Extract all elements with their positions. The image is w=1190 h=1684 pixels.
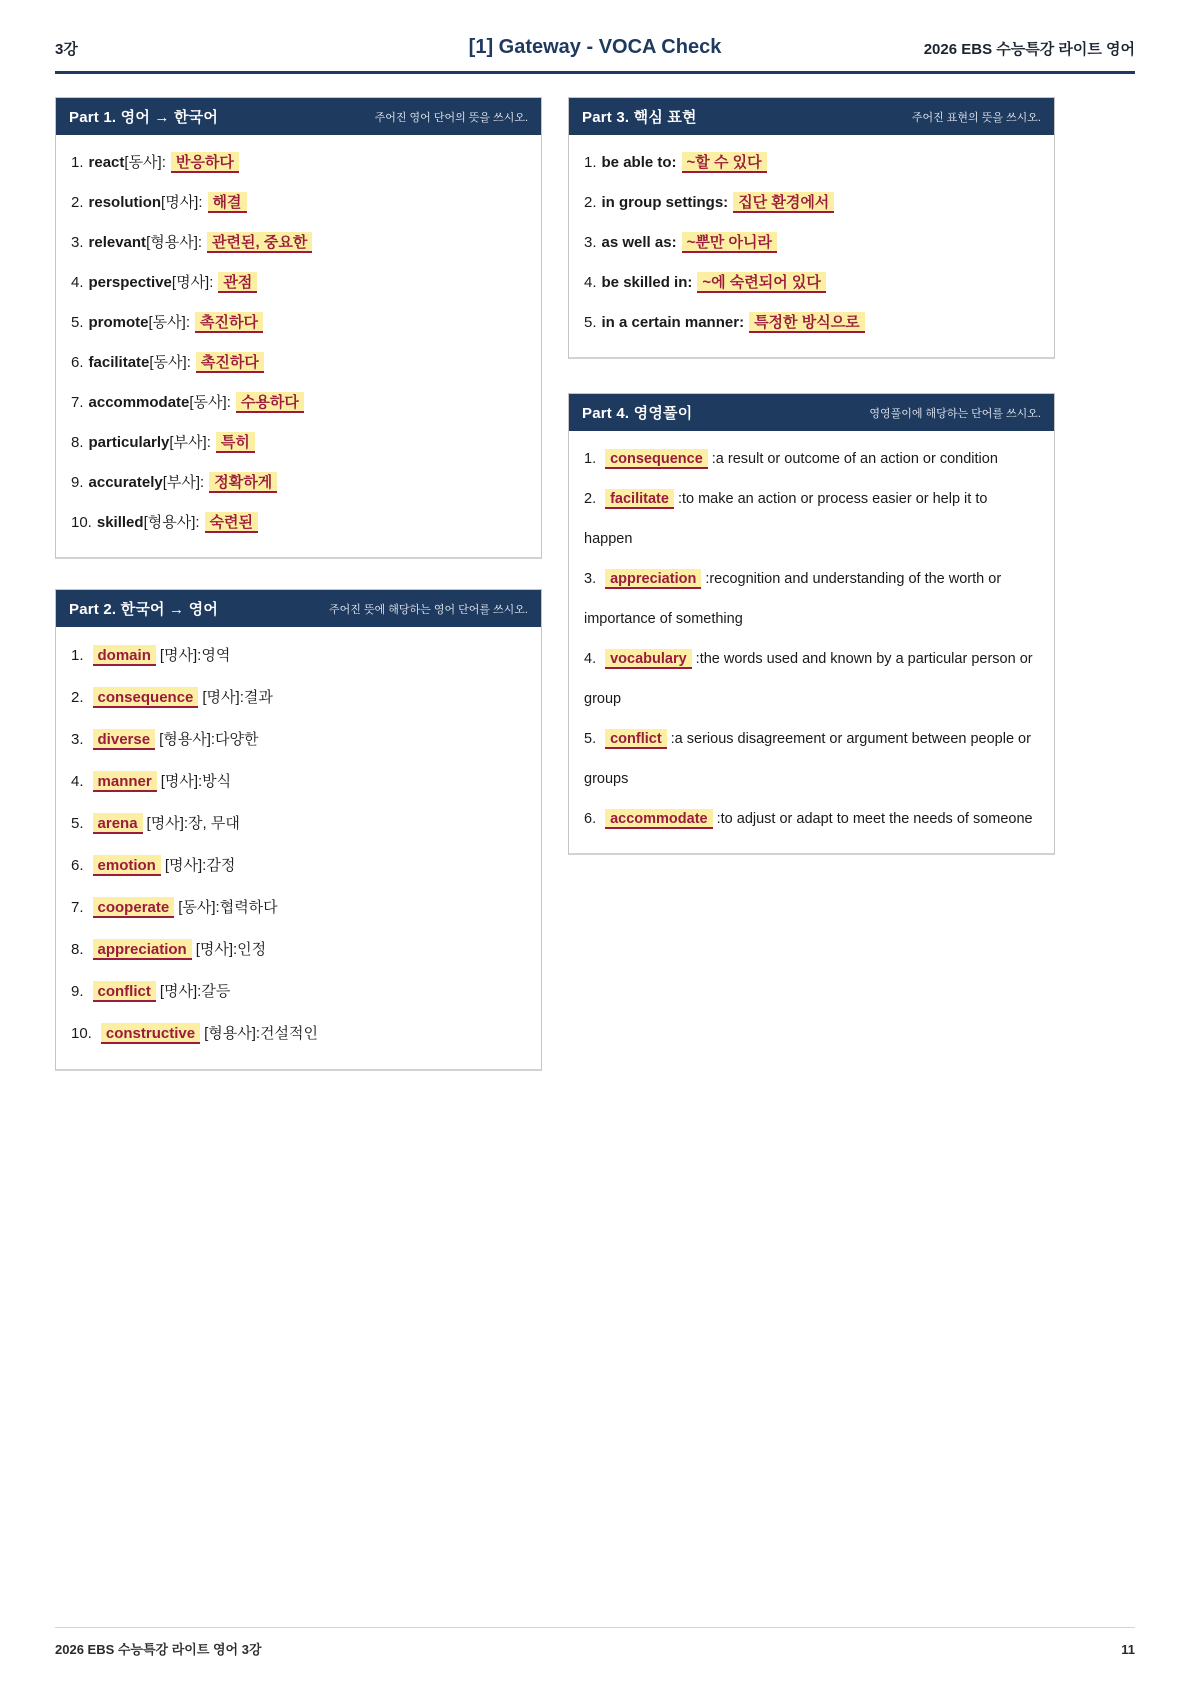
book-title: 2026 EBS 수능특강 라이트 영어: [923, 41, 1135, 58]
vocab-item: [71, 223, 526, 263]
english-definition: :to make an action or process easier or help it to happen: [584, 491, 988, 547]
korean-meaning: [명사]:인정: [195, 941, 267, 958]
vocab-item: [71, 383, 526, 423]
part-of-speech-label: [동사]:: [124, 154, 166, 171]
english-term: relevant: [88, 234, 147, 251]
answer-highlight: conflict: [93, 981, 156, 1002]
vocab-item: [71, 303, 526, 343]
vocab-item: [71, 143, 526, 183]
footer-book-title: 2026 EBS 수능특강 라이트 영어 3강: [55, 1642, 262, 1657]
vocab-item: [71, 845, 526, 887]
item-number: 6.: [71, 354, 84, 371]
answer-highlight: consequence: [93, 687, 199, 708]
vocab-item: [71, 503, 526, 543]
english-definition: :a result or outcome of an action or condition: [711, 451, 998, 467]
answer-highlight: diverse: [93, 729, 156, 750]
item-number: 3.: [584, 571, 597, 587]
korean-meaning: [형용사]:다양한: [159, 731, 259, 748]
vocab-item: [584, 639, 1039, 719]
part-of-speech-label: [동사]:: [148, 314, 190, 331]
left-column: [55, 97, 542, 1071]
item-number: 4.: [584, 651, 597, 667]
expression-term: in a certain manner:: [601, 314, 745, 331]
item-number: 5.: [71, 815, 84, 832]
right-column: [568, 97, 1055, 855]
part-3-items: [569, 135, 1054, 357]
item-number: 3.: [584, 234, 597, 251]
expression-term: in group settings:: [601, 194, 729, 211]
vocab-item: [71, 423, 526, 463]
answer-highlight: ~에 숙련되어 있다: [697, 272, 826, 293]
english-term: skilled: [96, 514, 144, 531]
vocab-item: [71, 761, 526, 803]
part-3-title: Part 3. 핵심 표현: [582, 109, 697, 126]
vocab-item: [71, 1013, 526, 1055]
part-2-box: [55, 589, 542, 1071]
item-number: 3.: [71, 234, 84, 251]
vocab-item: [71, 343, 526, 383]
korean-meaning: [명사]:감정: [164, 857, 236, 874]
vocab-item: [71, 463, 526, 503]
page-footer: [55, 1627, 1135, 1658]
part-4-header: [569, 394, 1054, 431]
korean-meaning: [명사]:결과: [202, 689, 273, 706]
vocab-item: [584, 223, 1039, 263]
part-1-box: [55, 97, 542, 559]
vocab-item: [584, 183, 1039, 223]
vocab-item: [584, 719, 1039, 799]
english-definition: :a serious disagreement or argument between people or groups: [584, 731, 1031, 787]
part-of-speech-label: [부사]:: [169, 434, 211, 451]
part-1-items: [56, 135, 541, 557]
vocab-item: [71, 929, 526, 971]
answer-highlight: facilitate: [605, 489, 674, 509]
english-term: resolution: [88, 194, 162, 211]
vocab-item: [71, 263, 526, 303]
answer-highlight: 촉진하다: [196, 352, 264, 373]
korean-meaning: [동사]:협력하다: [178, 899, 278, 916]
answer-highlight: appreciation: [605, 569, 701, 589]
item-number: 10.: [71, 514, 92, 531]
answer-highlight: 관점: [218, 272, 257, 293]
answer-highlight: domain: [93, 645, 156, 666]
korean-meaning: [형용사]:건설적인: [204, 1025, 318, 1042]
korean-meaning: [명사]:방식: [160, 773, 232, 790]
vocab-item: [584, 479, 1039, 559]
vocab-item: [71, 719, 526, 761]
vocab-item: [71, 635, 526, 677]
answer-highlight: 반응하다: [171, 152, 239, 173]
korean-meaning: [명사]:갈등: [159, 983, 231, 1000]
english-term: accommodate: [88, 394, 190, 411]
answer-highlight: arena: [93, 813, 143, 834]
part-1-header: [56, 98, 541, 135]
vocab-item: [71, 183, 526, 223]
part-2-title: Part 2. 한국어 → 영어: [69, 601, 219, 618]
expression-term: as well as:: [601, 234, 677, 251]
lesson-number: 3강: [55, 41, 78, 58]
item-number: 1.: [584, 154, 597, 171]
answer-highlight: vocabulary: [605, 649, 692, 669]
answer-highlight: accommodate: [605, 809, 713, 829]
vocab-item: [71, 803, 526, 845]
english-definition: :the words used and known by a particular person or group: [584, 651, 1033, 707]
english-term: promote: [88, 314, 149, 331]
answer-highlight: ~할 수 있다: [682, 152, 767, 173]
item-number: 1.: [584, 451, 597, 467]
item-number: 8.: [71, 434, 84, 451]
item-number: 1.: [71, 154, 84, 171]
part-4-items: [569, 431, 1054, 853]
answer-highlight: emotion: [93, 855, 161, 876]
part-4-instruction: 영영풀이에 해당하는 단어를 쓰시오.: [869, 407, 1041, 420]
vocab-item: [71, 887, 526, 929]
part-1-title: Part 1. 영어 → 한국어: [69, 109, 219, 126]
answer-highlight: ~뿐만 아니라: [682, 232, 777, 253]
worksheet-body: [55, 97, 1135, 1071]
item-number: 5.: [584, 731, 597, 747]
part-2-instruction: 주어진 뜻에 해당하는 영어 단어를 쓰시오.: [329, 603, 528, 616]
item-number: 2.: [71, 194, 84, 211]
part-2-items: [56, 627, 541, 1069]
expression-term: be skilled in:: [601, 274, 693, 291]
part-of-speech-label: [명사]:: [171, 274, 214, 291]
answer-highlight: 해결: [208, 192, 247, 213]
part-4-box: [568, 393, 1055, 855]
item-number: 3.: [71, 731, 84, 748]
answer-highlight: cooperate: [93, 897, 175, 918]
vocab-item: [584, 559, 1039, 639]
item-number: 10.: [71, 1025, 92, 1042]
part-4-title: Part 4. 영영풀이: [582, 405, 693, 422]
item-number: 1.: [71, 647, 84, 664]
part-of-speech-label: [동사]:: [189, 394, 231, 411]
answer-highlight: 촉진하다: [195, 312, 263, 333]
item-number: 4.: [584, 274, 597, 291]
item-number: 7.: [71, 899, 84, 916]
item-number: 8.: [71, 941, 84, 958]
english-term: perspective: [88, 274, 172, 291]
answer-highlight: constructive: [101, 1023, 200, 1044]
answer-highlight: 특정한 방식으로: [749, 312, 865, 333]
part-of-speech-label: [부사]:: [162, 474, 205, 491]
english-term: facilitate: [88, 354, 150, 371]
part-of-speech-label: [동사]:: [149, 354, 191, 371]
item-number: 6.: [71, 857, 84, 874]
korean-meaning: [명사]:영역: [159, 647, 231, 664]
english-term: accurately: [88, 474, 163, 491]
column-gap: [568, 359, 1055, 393]
english-definition: :recognition and understanding of the worth or importance of something: [584, 571, 1002, 627]
item-number: 5.: [584, 314, 597, 331]
answer-highlight: conflict: [605, 729, 667, 749]
expression-term: be able to:: [601, 154, 677, 171]
vocab-item: [584, 439, 1039, 479]
column-gap: [55, 559, 542, 589]
item-number: 4.: [71, 773, 84, 790]
item-number: 4.: [71, 274, 84, 291]
part-of-speech-label: [형용사]:: [146, 234, 203, 251]
english-term: particularly: [88, 434, 170, 451]
english-term: react: [88, 154, 125, 171]
part-3-header: [569, 98, 1054, 135]
page-header: [55, 36, 1135, 74]
answer-highlight: 집단 환경에서: [733, 192, 834, 213]
page-number: 11: [1121, 1642, 1135, 1657]
answer-highlight: manner: [93, 771, 157, 792]
part-of-speech-label: [명사]:: [161, 194, 203, 211]
item-number: 2.: [584, 491, 597, 507]
item-number: 9.: [71, 474, 84, 491]
item-number: 9.: [71, 983, 84, 1000]
answer-highlight: appreciation: [93, 939, 192, 960]
part-3-instruction: 주어진 표현의 뜻을 쓰시오.: [911, 111, 1041, 124]
part-of-speech-label: [형용사]:: [143, 514, 200, 531]
item-number: 5.: [71, 314, 84, 331]
answer-highlight: 정확하게: [209, 472, 277, 493]
korean-meaning: [명사]:장, 무대: [146, 815, 240, 832]
answer-highlight: consequence: [605, 449, 708, 469]
item-number: 2.: [71, 689, 84, 706]
vocab-item: [71, 677, 526, 719]
vocab-item: [584, 799, 1039, 839]
part-3-box: [568, 97, 1055, 359]
page-title: [1] Gateway - VOCA Check: [468, 36, 722, 58]
answer-highlight: 수용하다: [236, 392, 304, 413]
english-definition: :to adjust or adapt to meet the needs of someone: [716, 811, 1033, 827]
vocab-item: [584, 263, 1039, 303]
item-number: 2.: [584, 194, 597, 211]
answer-highlight: 관련된, 중요한: [207, 232, 312, 253]
vocab-item: [584, 303, 1039, 343]
answer-highlight: 숙련된: [205, 512, 258, 533]
answer-highlight: 특히: [216, 432, 255, 453]
item-number: 7.: [71, 394, 84, 411]
item-number: 6.: [584, 811, 597, 827]
vocab-item: [584, 143, 1039, 183]
part-1-instruction: 주어진 영어 단어의 뜻을 쓰시오.: [374, 111, 528, 124]
vocab-item: [71, 971, 526, 1013]
part-2-header: [56, 590, 541, 627]
